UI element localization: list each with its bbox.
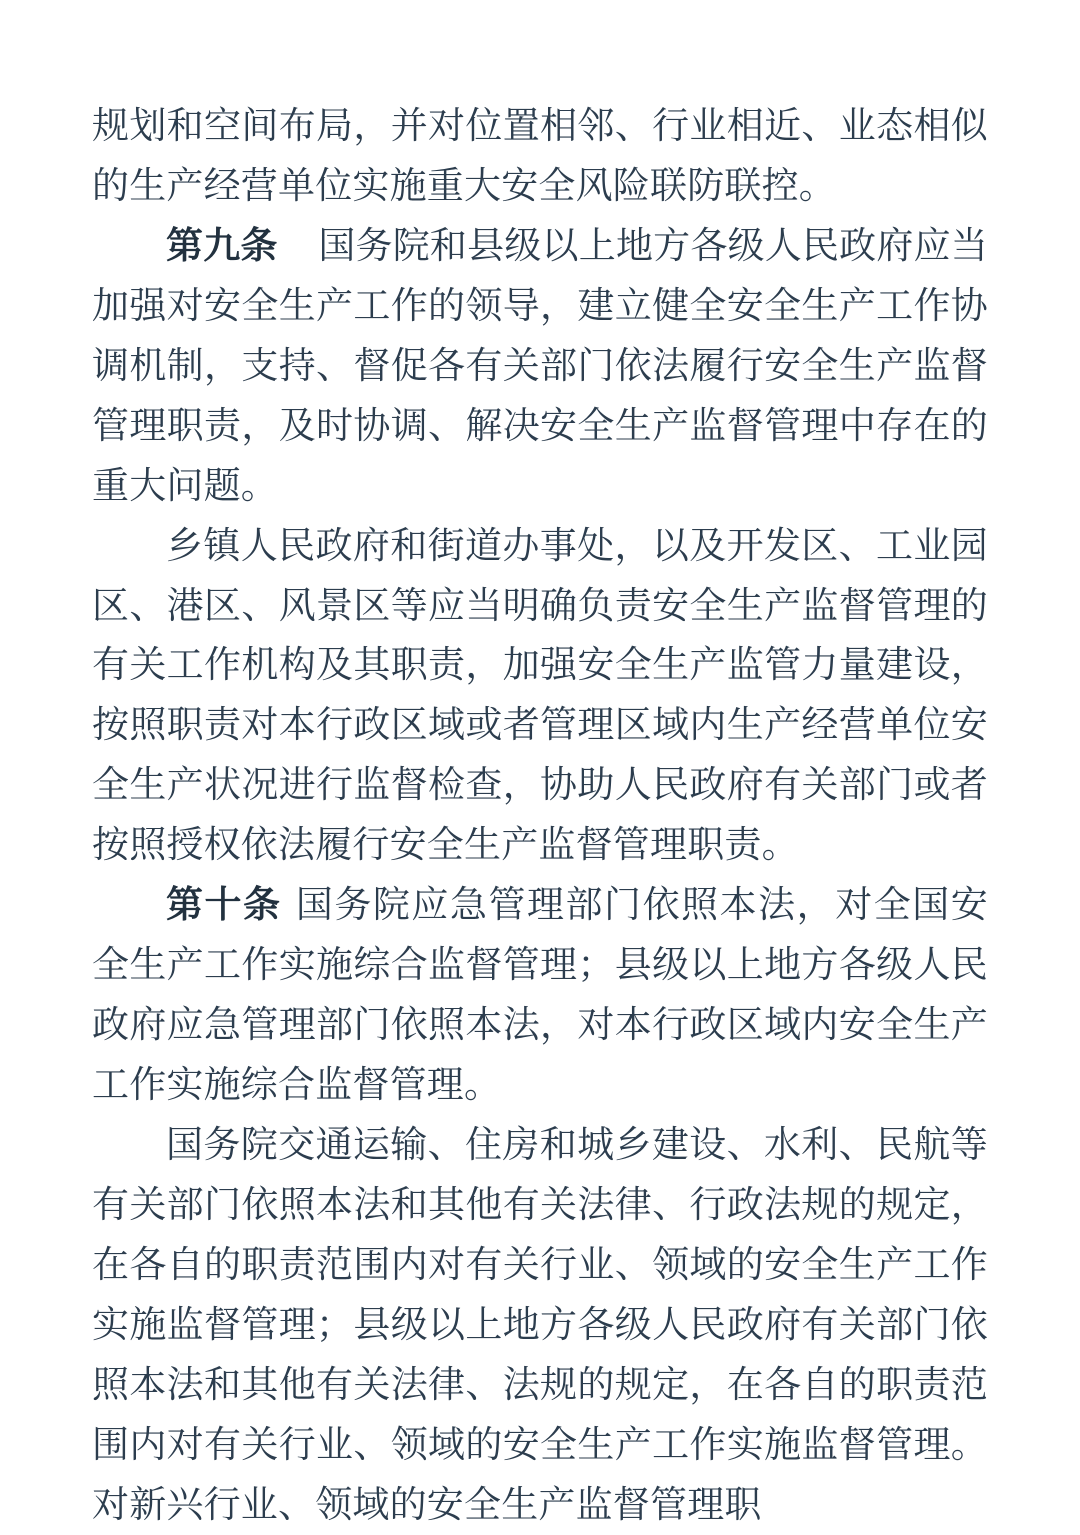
paragraph-text: 国务院应急管理部门依照本法，对全国安全生产工作实施综合监督管理；县级以上地方各级人民政府应急管理部门依照本法，对本行政区域内安全生产工作实施综合监督管理。 bbox=[92, 883, 988, 1106]
document-body bbox=[92, 96, 988, 1535]
article-label: 第九条 bbox=[166, 222, 278, 267]
article-label: 第十条 bbox=[166, 882, 282, 927]
paragraph-text: 规划和空间布局，并对位置相邻、行业相近、业态相似的生产经营单位实施重大安全风险联防联控。 bbox=[92, 104, 988, 207]
paragraph-article-9 bbox=[92, 216, 988, 516]
paragraph-text: 国务院和县级以上地方各级人民政府应当加强对安全生产工作的领导，建立健全安全生产工作协调机制，支持、督促各有关部门依法履行安全生产监督管理职责，及时协调、解决安全生产监督管理中存在的重大问题。 bbox=[92, 223, 988, 507]
paragraph-article-9-second bbox=[92, 516, 988, 876]
paragraph-text: 乡镇人民政府和街道办事处，以及开发区、工业园区、港区、风景区等应当明确负责安全生产监督管理的有关工作机构及其职责，加强安全生产监管力量建设，按照职责对本行政区域或者管理区域内生产经营单位安全生产状况进行监督检查，协助人民政府有关部门或者按照授权依法履行安全生产监督管理职责。 bbox=[92, 523, 988, 867]
paragraph-article-10 bbox=[92, 875, 988, 1115]
paragraph-text: 国务院交通运输、住房和城乡建设、水利、民航等有关部门依照本法和其他有关法律、行政法规的规定，在各自的职责范围内对有关行业、领域的安全生产工作实施监督管理；县级以上地方各级人民政府有关部门依照本法和其他有关法律、法规的规定，在各自的职责范围内对有关行业、领域的安全生产工作实施监督管理。对新兴行业、领域的安全生产监督管理职 bbox=[92, 1122, 988, 1526]
paragraph-article-10-second bbox=[92, 1115, 988, 1535]
paragraph-continued bbox=[92, 96, 988, 216]
